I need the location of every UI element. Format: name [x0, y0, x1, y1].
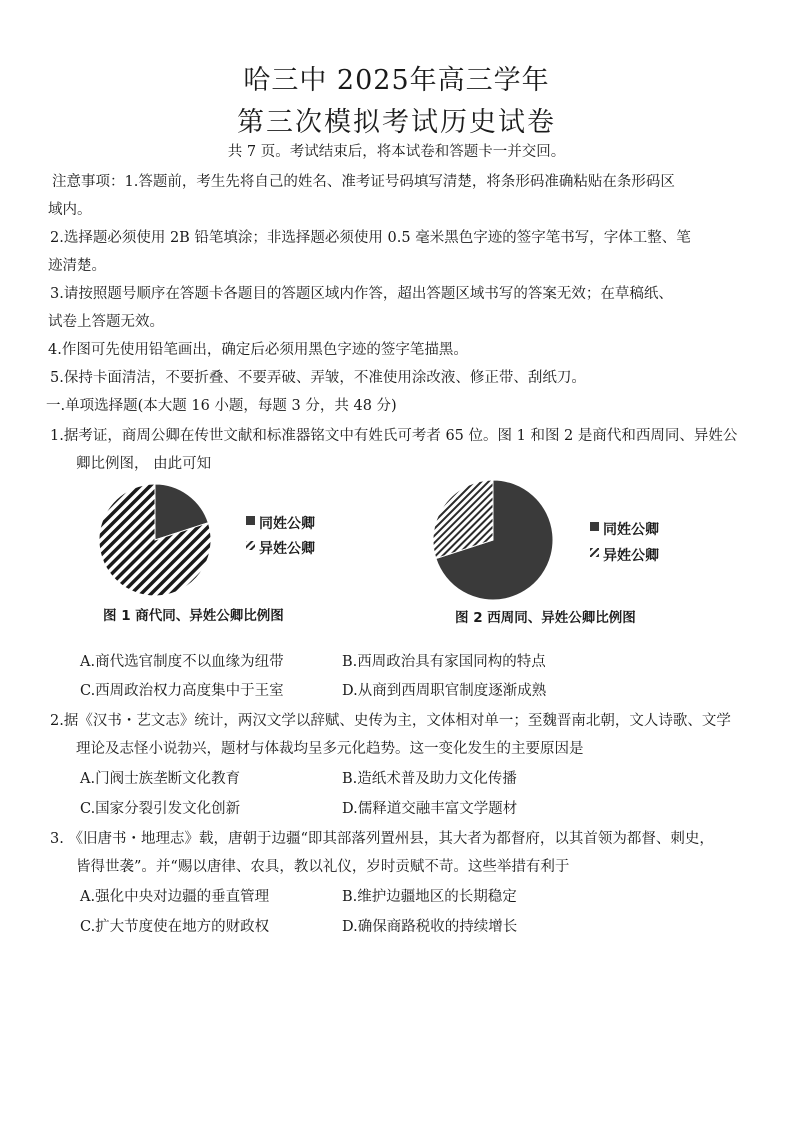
exam-subtitle: 共 7 页。考试结束后，将本试卷和答题卡一并交回。 — [227, 144, 566, 160]
fig2-slice-same — [436, 480, 553, 600]
q2-option-c[interactable]: C.国家分裂引发文化创新 — [80, 801, 241, 817]
q1-option-a[interactable]: A.商代选官制度不以血缘为纽带 — [80, 654, 284, 670]
q2-option-d[interactable]: D.儒释道交融丰富文学题材 — [342, 801, 518, 817]
fig1-legend-same: 同姓公卿 — [259, 516, 315, 532]
note-1: 注意事项：1.答题前，考生先将自己的姓名、准考证号码填写清楚，将条形码准确粘贴在条形码区 — [52, 174, 675, 190]
q1-option-b[interactable]: B.西周政治具有家国同构的特点 — [342, 654, 546, 670]
fig2-caption: 图 2 西周同、异姓公卿比例图 — [455, 610, 636, 626]
q2-stem-line2: 理论及志怪小说勃兴，题材与体裁均呈多元化趋势。这一变化发生的主要原因是 — [76, 741, 584, 757]
q3-option-b[interactable]: B.维护边疆地区的长期稳定 — [342, 889, 517, 905]
note-2-cont: 迹清楚。 — [48, 258, 106, 274]
q3-option-d[interactable]: D.确保商路税收的持续增长 — [342, 919, 518, 935]
fig2-legend-same-swatch — [590, 522, 599, 531]
q2-stem-line1: 2.据《汉书・艺文志》统计，两汉文学以辞赋、史传为主，文体相对单一；至魏晋南北朝，文人诗歌、文学 — [50, 713, 731, 729]
note-4: 4.作图可先使用铅笔画出，确定后必须用黑色字迹的签字笔描黑。 — [48, 342, 468, 358]
exam-title-line2: 第三次模拟考试历史试卷 — [237, 107, 556, 138]
note-3-cont: 试卷上答题无效。 — [48, 314, 164, 330]
fig1-legend-diff: 异姓公卿 — [259, 541, 315, 557]
fig1-legend-same-swatch — [246, 516, 255, 525]
q1-stem-line2: 卿比例图， 由此可知 — [76, 456, 212, 472]
q1-option-d[interactable]: D.从商到西周职官制度逐渐成熟 — [342, 683, 547, 699]
fig2-slice-diff — [433, 480, 493, 559]
fig2-legend-same: 同姓公卿 — [603, 522, 659, 538]
fig1-pie — [99, 484, 211, 596]
fig2-legend-diff: 异姓公卿 — [603, 548, 659, 564]
fig1-slice-diff — [99, 484, 211, 596]
q3-option-a[interactable]: A.强化中央对边疆的垂直管理 — [80, 889, 270, 905]
note-3: 3.请按照题号顺序在答题卡各题目的答题区域内作答，超出答题区域书写的答案无效；在草稿纸、 — [50, 286, 673, 302]
fig1-slice-same — [155, 484, 208, 540]
note-2: 2.选择题必须使用 2B 铅笔填涂；非选择题必须使用 0.5 毫米黑色字迹的签字笔书写，字体工整、笔 — [50, 230, 691, 246]
q1-stem-line1: 1.据考证，商周公卿在传世文献和标准器铭文中有姓氏可考者 65 位。图 1 和图 2 是商代和西周同、异姓公 — [50, 428, 738, 444]
q3-option-c[interactable]: C.扩大节度使在地方的财政权 — [80, 919, 270, 935]
fig2-pie — [433, 480, 553, 600]
note-1-cont: 域内。 — [48, 202, 92, 218]
note-5: 5.保持卡面清洁，不要折叠、不要弄破、弄皱，不准使用涂改液、修正带、刮纸刀。 — [50, 370, 586, 386]
fig1-caption: 图 1 商代同、异姓公卿比例图 — [103, 608, 284, 624]
section-heading: 一.单项选择题(本大题 16 小题，每题 3 分，共 48 分) — [46, 398, 397, 414]
q2-option-a[interactable]: A.门阀士族垄断文化教育 — [80, 771, 241, 787]
fig2-legend-diff-swatch — [590, 548, 599, 557]
q2-option-b[interactable]: B.造纸术普及助力文化传播 — [342, 771, 517, 787]
exam-title-line1: 哈三中 2025年高三学年 — [243, 65, 550, 96]
q1-option-c[interactable]: C.西周政治权力高度集中于王室 — [80, 683, 284, 699]
fig1-legend-diff-swatch — [246, 541, 255, 550]
q3-stem-line2: 皆得世袭”。并“赐以唐律、农具，教以礼仪，岁时贡赋不苛。这些举措有利于 — [76, 859, 570, 875]
q3-stem-line1: 3. 《旧唐书・地理志》载，唐朝于边疆“即其部落列置州县，其大者为都督府，以其首领为都督、刺史， — [50, 831, 714, 847]
